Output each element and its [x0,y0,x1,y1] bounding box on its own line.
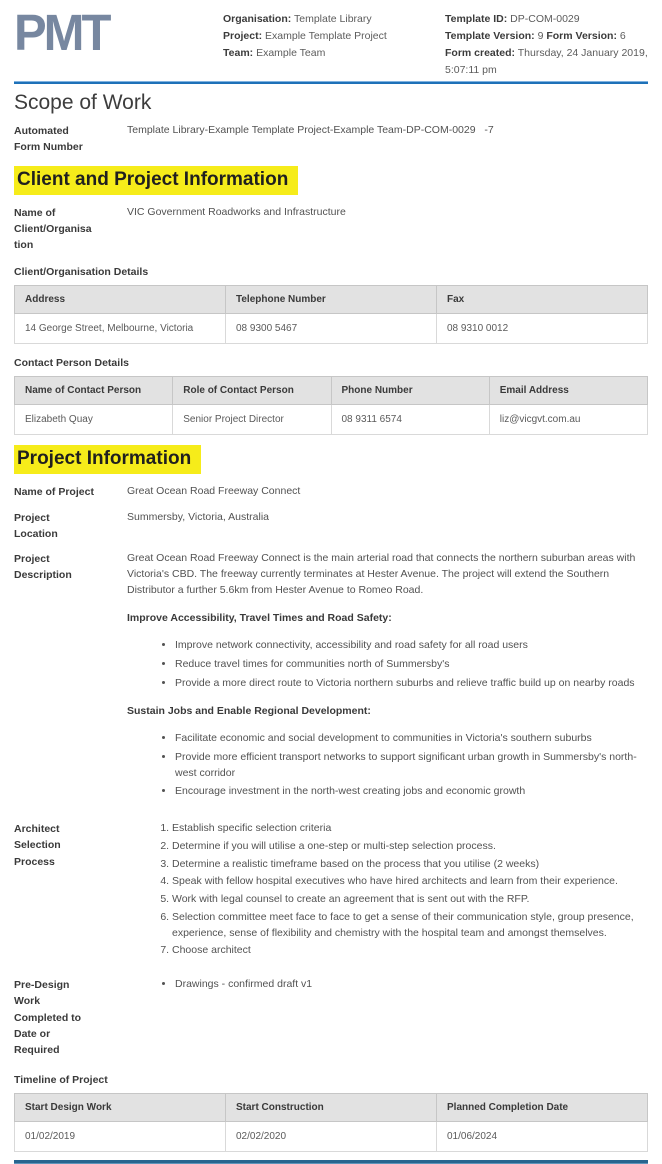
form-version-label: Form Version: [546,30,617,42]
architect-steps-list [127,821,648,959]
predesign-work-field [14,977,648,1058]
form-created-label: Form created: [445,47,516,59]
form-created-line [445,45,648,79]
column-header-contact-name: Name of Contact Person [15,377,173,405]
team-value: Example Team [256,47,326,59]
document-header [14,0,648,81]
project-description-value [127,551,648,803]
list-item: • Encourage investment in the north-west creating jobs and economic growth [175,784,648,800]
predesign-work-label: Pre-Design Work Completed to Date or Required [14,979,82,1057]
form-created-value: Thursday, 24 January 2019, 5:07:11 pm [445,47,648,76]
team-label: Team: [223,47,254,59]
cell-telephone: 08 9300 5467 [226,314,437,344]
team-line [223,45,445,62]
cell-fax: 08 9310 0012 [437,314,648,344]
goal-group-heading: Improve Accessibility, Travel Times and Road Safety: [127,612,392,625]
column-header-contact-role: Role of Contact Person [173,377,331,405]
description-paragraph: Great Ocean Road Freeway Connect is the main arterial road that connects the northern suburban areas with Victoria's CBD. The freeway currently terminates at Hester Avenue. The project will extend the Southern Distributor a further 5.6km from Hester Avenue to Romeo Road. [127,552,636,596]
name-of-client-label: Name of Client/Organisation [14,206,92,252]
goal-group-list [127,638,648,691]
page-title: Scope of Work [14,91,152,114]
timeline-table [14,1093,648,1152]
architect-selection-field [14,821,648,961]
list-item: 2. Determine if you will utilise a one-step or multi-step selection process. [172,839,648,855]
client-project-heading-text: Client and Project Information [14,166,298,195]
list-item: • Reduce travel times for communities north of Summersby's [175,657,648,673]
automated-form-number-value: Template Library-Example Template Project-Example Team-DP-COM-0029 -7 [127,124,494,136]
client-project-section-heading [14,166,648,195]
pmt-logo [14,4,223,60]
versions-line [445,28,648,45]
list-item: 4. Speak with fellow hospital executives who have hired architects and learn from their experience. [172,874,648,890]
table-row [15,405,648,435]
header-org-column [223,4,445,62]
name-of-client-value: VIC Government Roadworks and Infrastructure [127,205,346,218]
cell-address: 14 George Street, Melbourne, Victoria [15,314,226,344]
table-header-row [15,286,648,314]
predesign-work-value [127,977,648,1058]
table-header-row [15,377,648,405]
list-item: • Drawings - confirmed draft v1 [175,977,648,993]
project-label: Project: [223,30,263,42]
table-row [15,1122,648,1152]
list-item: 7. Choose architect [172,943,648,959]
project-info-section-heading [14,445,648,474]
automated-form-number-field [14,123,648,156]
list-item: 5. Work with legal counsel to create an agreement that is sent out with the RFP. [172,892,648,908]
cell-completion-date: 01/06/2024 [437,1122,648,1152]
footer-divider-rule [14,1160,648,1164]
list-item: • Improve network connectivity, accessibility and road safety for all road users [175,638,648,654]
template-id-value: DP-COM-0029 [510,13,580,25]
list-item: • Facilitate economic and social development to communities in Victoria's southern suburbs [175,731,648,747]
architect-selection-value [127,821,648,961]
column-header-address: Address [15,286,226,314]
project-description-field [14,551,648,803]
column-header-email: Email Address [489,377,647,405]
name-of-project-field [14,484,648,500]
header-divider-rule [14,81,648,84]
project-location-label: Project Location [14,511,58,540]
name-of-client-field [14,205,648,254]
form-version-value: 6 [619,30,626,42]
cell-phone: 08 9311 6574 [331,405,489,435]
project-line [223,28,445,45]
cell-contact-name: Elizabeth Quay [15,405,173,435]
cell-start-construction: 02/02/2020 [226,1122,437,1152]
table-header-row [15,1094,648,1122]
header-template-column [445,4,648,79]
column-header-phone: Phone Number [331,377,489,405]
project-description-label: Project Description [14,553,72,582]
template-version-value: 9 [537,30,544,42]
project-location-value: Summersby, Victoria, Australia [127,510,269,523]
column-header-telephone: Telephone Number [226,286,437,314]
name-of-project-value: Great Ocean Road Freeway Connect [127,485,301,498]
pmt-logo-text: PMT [14,5,109,62]
project-value: Example Template Project [265,30,387,42]
list-item: 6. Selection committee meet face to face to get a sense of their communication style, group presence, experience, sense of flexibility and chemistry with the hospital team and amongst themselves. [172,910,648,942]
name-of-project-label: Name of Project [14,486,94,499]
predesign-list [127,977,648,993]
client-details-table [14,285,648,344]
contact-details-heading: Contact Person Details [14,357,129,370]
project-location-field [14,510,648,543]
contact-details-table [14,376,648,435]
goal-group-heading: Sustain Jobs and Enable Regional Development: [127,705,371,718]
cell-email: liz@vicgvt.com.au [489,405,647,435]
list-item: • Provide more efficient transport networks to support significant urban growth in Summersby's north-west corridor [175,750,648,782]
template-id-label: Template ID: [445,13,508,25]
column-header-start-design: Start Design Work [15,1094,226,1122]
project-info-heading-text: Project Information [14,445,201,474]
template-version-label: Template Version: [445,30,535,42]
automated-form-number-label: Automated Form Number [14,125,83,154]
cell-start-design: 01/02/2019 [15,1122,226,1152]
column-header-fax: Fax [437,286,648,314]
organisation-value: Template Library [294,13,372,25]
organisation-label: Organisation: [223,13,292,25]
client-details-heading: Client/Organisation Details [14,266,149,279]
organisation-line [223,11,445,28]
template-id-line [445,11,648,28]
list-item: 1. Establish specific selection criteria [172,821,648,837]
column-header-completion-date: Planned Completion Date [437,1094,648,1122]
architect-selection-label: Architect Selection Process [14,823,61,868]
list-item: • Provide a more direct route to Victoria northern suburbs and relieve traffic build up on nearby roads [175,676,648,692]
table-row [15,314,648,344]
timeline-heading: Timeline of Project [14,1074,108,1087]
cell-contact-role: Senior Project Director [173,405,331,435]
list-item: 3. Determine a realistic timeframe based on the process that you utilise (2 weeks) [172,857,648,873]
goal-group-list [127,731,648,800]
column-header-start-construction: Start Construction [226,1094,437,1122]
